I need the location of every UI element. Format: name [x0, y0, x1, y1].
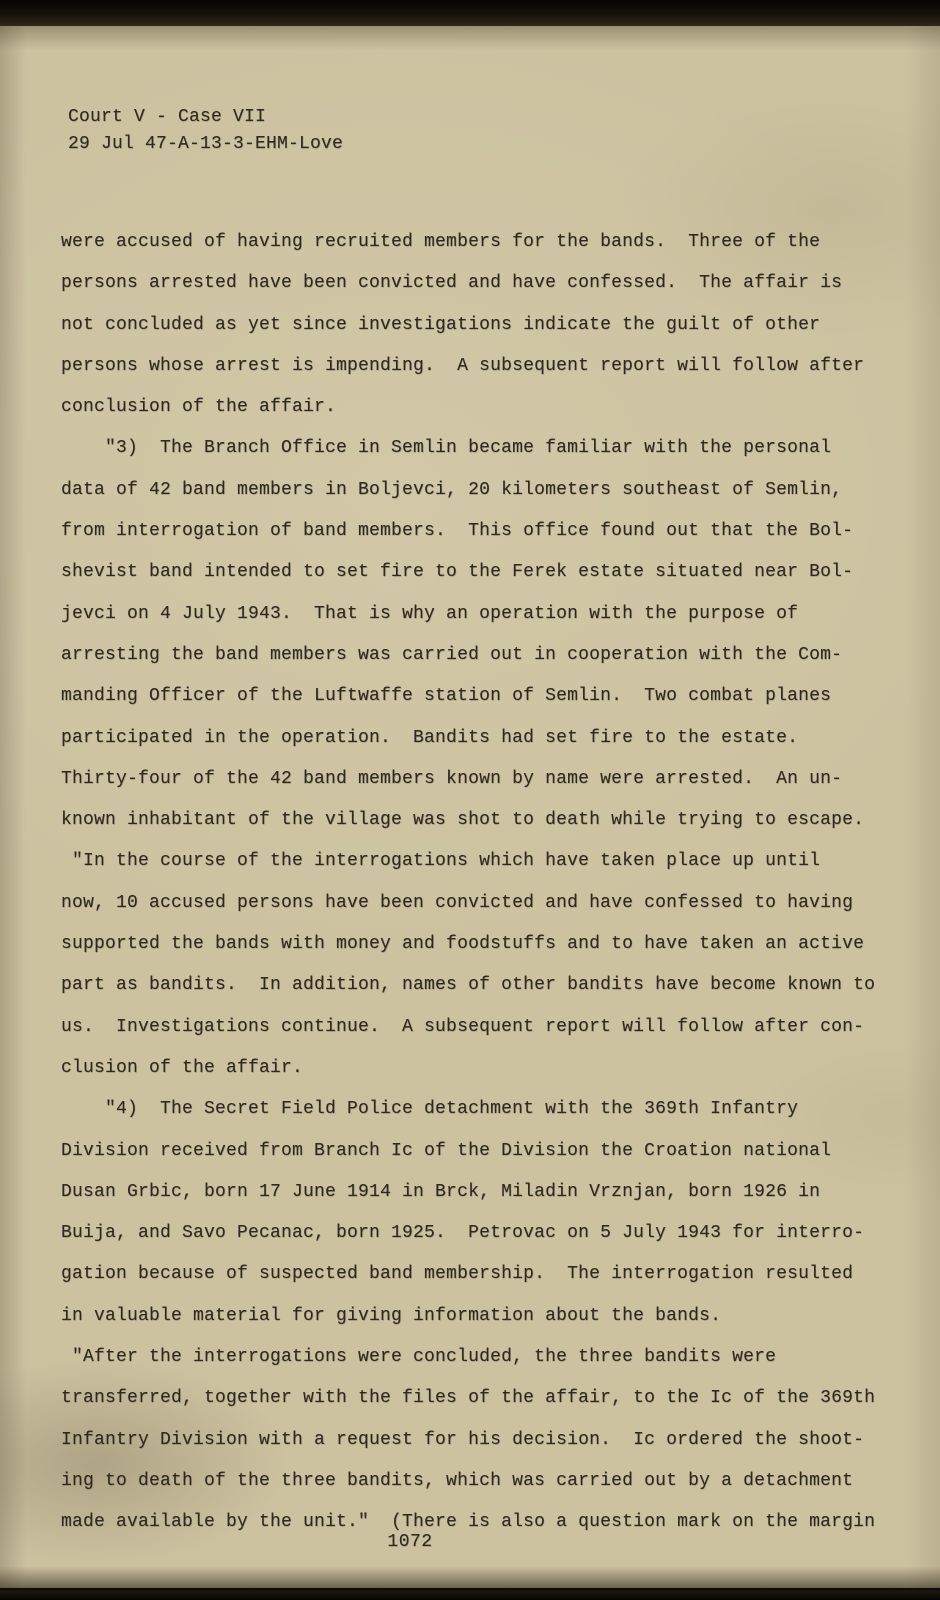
text-line: gation because of suspected band membership. The interrogation resulted — [61, 1264, 854, 1285]
text-line: Dusan Grbic, born 17 June 1914 in Brck, Miladin Vrznjan, born 1926 in — [61, 1181, 821, 1202]
text-line: Division received from Branch Ic of the Division the Croation national — [61, 1140, 832, 1161]
text-line: persons whose arrest is impending. A subsequent report will follow after — [61, 355, 865, 376]
text-line: "3) The Branch Office in Semlin became familiar with the personal — [61, 438, 832, 459]
text-line: "4) The Secret Field Police detachment with the 369th Infantry — [61, 1099, 799, 1120]
text-line: ing to death of the three bandits, which was carried out by a detachment — [61, 1470, 854, 1491]
text-line: participated in the operation. Bandits had set fire to the estate. — [61, 727, 799, 748]
text-line: "After the interrogations were concluded, the three bandits were — [61, 1347, 777, 1368]
text-line: manding Officer of the Luftwaffe station of Semlin. Two combat planes — [61, 686, 832, 707]
header-date-reference: 29 Jul 47-A-13-3-EHM-Love — [68, 134, 344, 154]
text-line: clusion of the affair. — [61, 1057, 304, 1078]
text-line: jevci on 4 July 1943. That is why an operation with the purpose of — [61, 603, 799, 624]
text-line: shevist band intended to set fire to the Ferek estate situated near Bol- — [61, 562, 854, 583]
text-line: transferred, together with the files of the affair, to the Ic of the 369th — [61, 1388, 876, 1409]
header-case-title: Court V - Case VII — [68, 107, 267, 127]
text-line: Buija, and Savo Pecanac, born 1925. Petrovac on 5 July 1943 for interro- — [61, 1223, 865, 1244]
text-line: conclusion of the affair. — [61, 397, 337, 418]
text-line: data of 42 band members in Boljevci, 20 kilometers southeast of Semlin, — [61, 479, 843, 500]
text-line: from interrogation of band members. This office found out that the Bol- — [61, 521, 854, 542]
scan-edge-top — [0, 0, 940, 26]
text-line: "In the course of the interrogations which have taken place up until — [61, 851, 821, 872]
text-line: us. Investigations continue. A subsequent report will follow after con- — [61, 1016, 865, 1037]
text-line: in valuable material for giving information about the bands. — [61, 1305, 722, 1326]
text-line: known inhabitant of the village was shot to death while trying to escape. — [61, 810, 865, 831]
text-line: supported the bands with money and foodstuffs and to have taken an active — [61, 934, 865, 955]
text-line: were accused of having recruited members for the bands. Three of the — [61, 232, 821, 252]
document-header — [68, 104, 343, 158]
text-line: Thirty-four of the 42 band members known by name were arrested. An un- — [61, 768, 843, 789]
document-body — [61, 222, 901, 1544]
text-line: now, 10 accused persons have been convicted and have confessed to having — [61, 892, 854, 913]
paper — [0, 24, 940, 1588]
text-line: part as bandits. In addition, names of other bandits have become known to — [61, 975, 876, 996]
scan-edge-bottom — [0, 1588, 940, 1600]
text-line: persons arrested have been convicted and have confessed. The affair is — [61, 273, 843, 294]
text-line: arresting the band members was carried out in cooperation with the Com- — [61, 644, 843, 665]
page-number: 1072 — [387, 1532, 433, 1552]
text-line: not concluded as yet since investigations indicate the guilt of other — [61, 314, 821, 335]
text-line: Infantry Division with a request for his decision. Ic ordered the shoot- — [61, 1429, 865, 1450]
text-line: made available by the unit." (There is also a question mark on the margin — [61, 1512, 876, 1533]
